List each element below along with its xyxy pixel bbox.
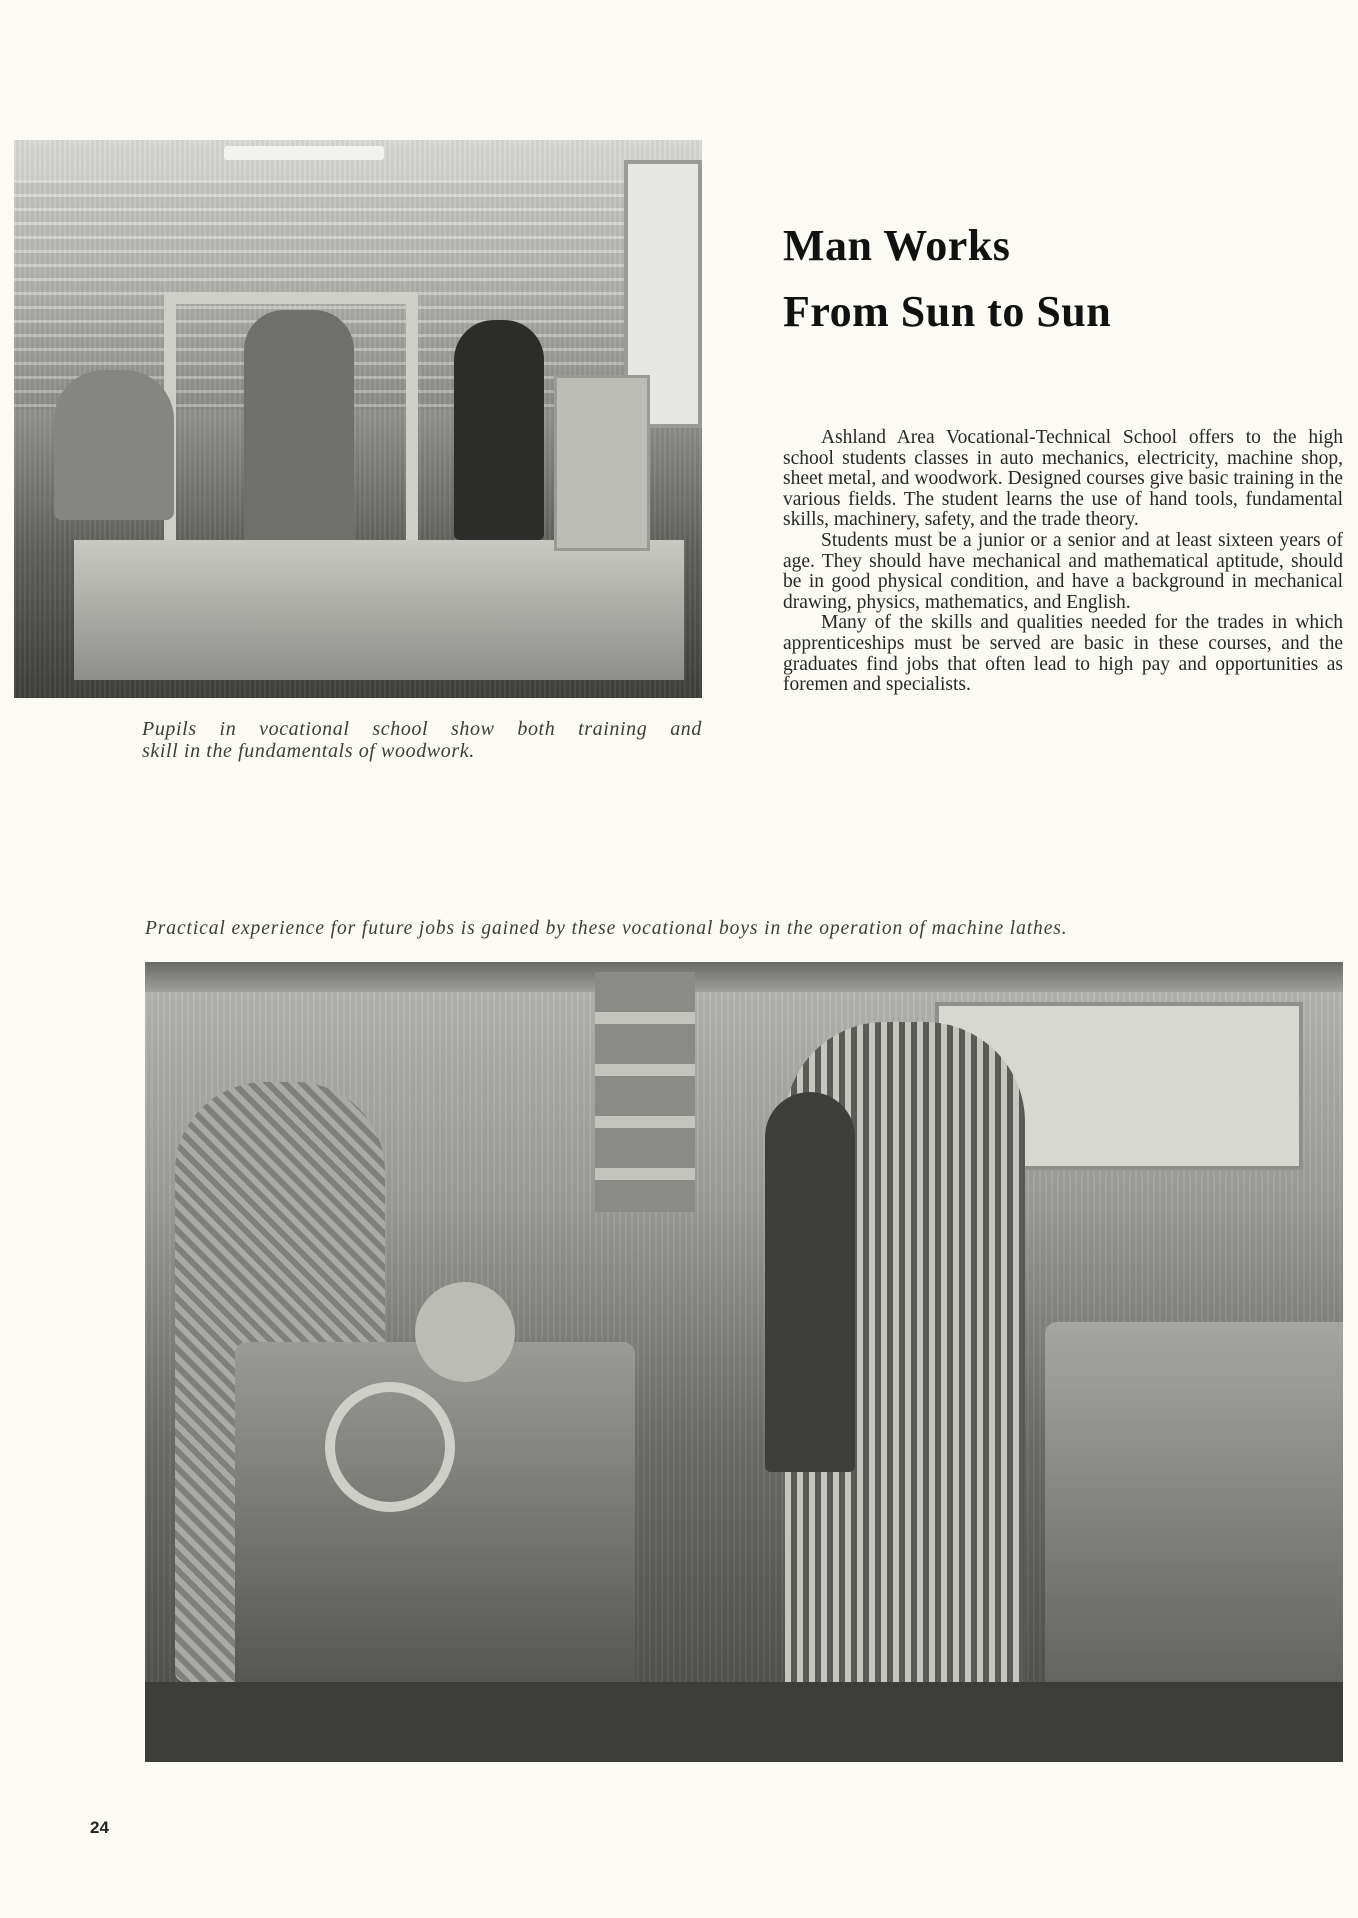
student-figure [54,370,174,520]
lathes-caption: Practical experience for future jobs is gained by these vocational boys in the operation of machine lathes. [145,918,1068,939]
woodwork-caption-line1: Pupils in vocational school show both training and [142,718,702,740]
workbench [74,540,684,680]
ceiling-lights [145,962,1343,992]
ceiling-lamp [224,146,384,160]
article-paragraph: Students must be a junior or a senior and at least sixteen years of age. They should have mechanical and mathematical aptitude, should be in good physical condition, and have a background in mechanical drawing, physics, mathematics, and English. [783,529,1343,613]
article-body [783,428,1343,696]
lathe-machine [235,1342,635,1722]
student-figure [454,320,544,540]
woodwork-caption [142,718,702,762]
student-figure [765,1092,855,1472]
shelf-unit [554,375,650,551]
page-title-line2: From Sun to Sun [783,287,1112,336]
student-figure [244,310,354,560]
lathes-photo [145,962,1343,1762]
woodwork-caption-line2: skill in the fundamentals of woodwork. [142,740,475,762]
floor [145,1682,1343,1762]
woodwork-photo [14,140,702,698]
page-number: 24 [90,1818,109,1837]
lathe-handwheel [325,1382,455,1512]
electrical-panel [595,972,695,1212]
lathe-chuck [415,1282,515,1382]
article-paragraph: Many of the skills and qualities needed for the trades in which apprenticeships must be served are basic in these courses, and the graduates find jobs that often lead to high pay and opportunities as foremen and specialists. [783,612,1343,696]
page-title [783,213,1323,345]
article-paragraph: Ashland Area Vocational-Technical School offers to the high school students classes in auto mechanics, electricity, machine shop, sheet metal, and woodwork. Designed courses give basic training in the various fields. The student learns the use of hand tools, fundamental skills, machinery, safety, and the trade theory. [783,427,1343,531]
page-title-line1: Man Works [783,221,1011,270]
